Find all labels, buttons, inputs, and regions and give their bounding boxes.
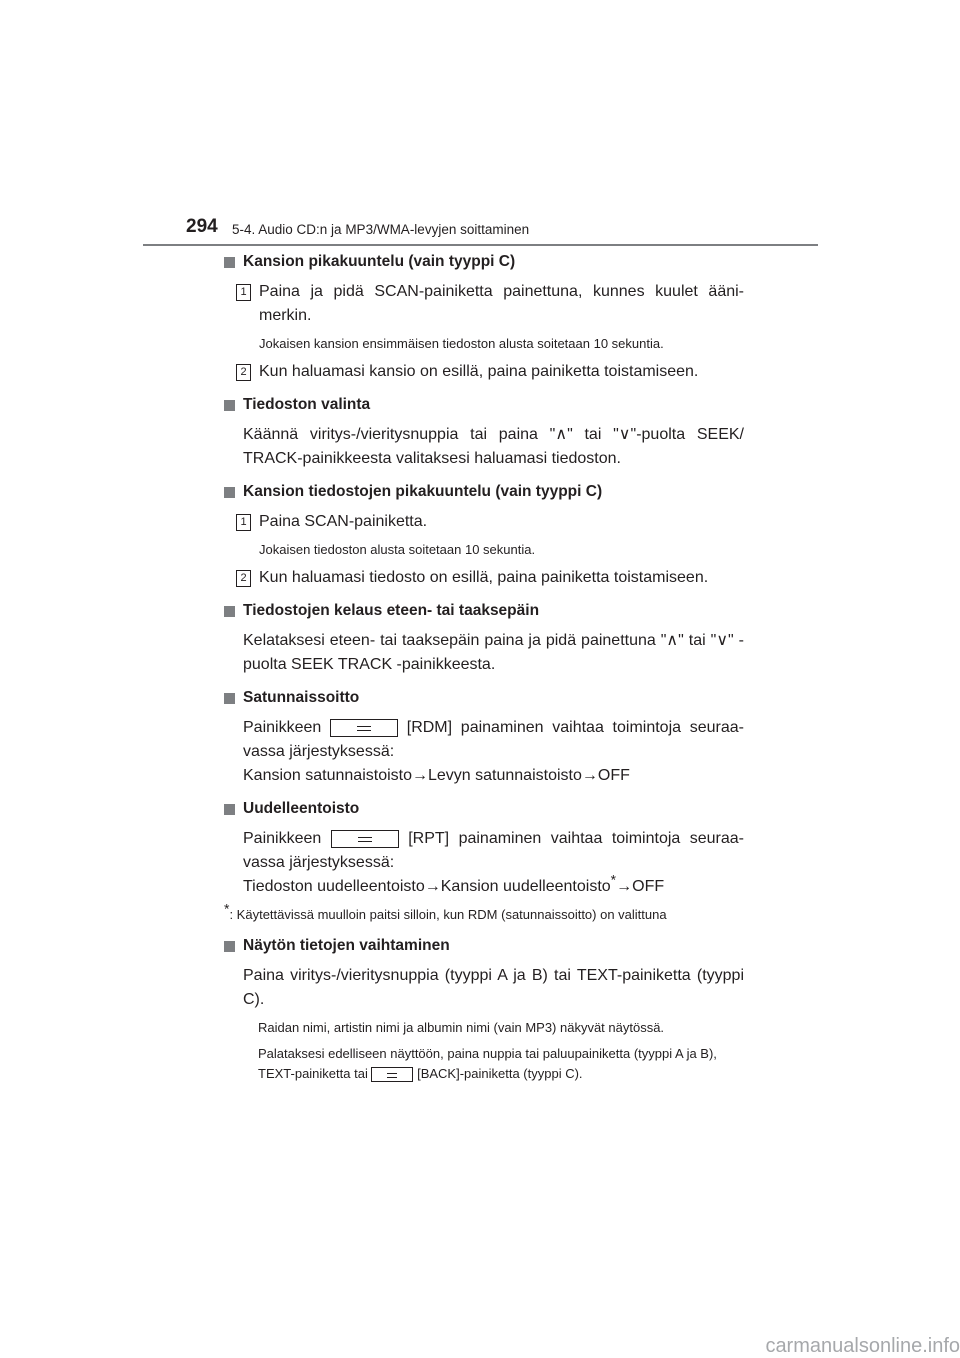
body-paragraph: Painikkeen [RPT] painaminen vaihtaa toimintoja seuraa-vassa järjestyksessä: <box>243 830 744 871</box>
square-bullet-icon <box>224 941 235 952</box>
step-number-badge: 2 <box>236 364 251 381</box>
section-heading: Tiedostojen kelaus eteen- tai taaksepäin <box>224 599 744 623</box>
section-heading: Uudelleentoisto <box>224 797 744 821</box>
sequence-text: Kansion satunnaistoisto→Levyn satunnaistoisto→OFF <box>243 767 630 784</box>
footnote: *: Käytettävissä muulloin paitsi silloin, kun RDM (satunnaissoitto) on valittuna <box>224 900 667 922</box>
square-bullet-icon <box>224 693 235 704</box>
step-text: Paina ja pidä SCAN-painiketta painettuna, kunnes kuulet ääni-merkin. <box>259 283 744 324</box>
body-paragraph: Painikkeen [RDM] painaminen vaihtaa toimintoja seuraa-vassa järjestyksessä: <box>243 719 745 760</box>
page-content <box>224 250 744 1084</box>
rdm-button-icon <box>330 719 398 737</box>
header-rule <box>143 244 818 246</box>
step-number-badge: 1 <box>236 514 251 531</box>
section-heading: Satunnaissoitto <box>224 686 744 710</box>
step-text: Paina SCAN-painiketta. <box>259 513 428 530</box>
rpt-button-icon <box>331 830 399 848</box>
step-text: Kun haluamasi tiedosto on esillä, paina painiketta toistamiseen. <box>259 569 709 586</box>
section-heading: Kansion tiedostojen pikakuuntelu (vain tyyppi C) <box>224 480 744 504</box>
step-1 <box>224 280 744 328</box>
body-paragraph: Paina viritys-/vieritysnuppia (tyyppi A ja B) tai TEXT-painiketta (tyyppi C). <box>243 967 744 1008</box>
page-number: 294 <box>186 216 218 237</box>
step-number-badge: 1 <box>236 284 251 301</box>
square-bullet-icon <box>224 400 235 411</box>
step-2 <box>224 566 744 590</box>
step-text: Kun haluamasi kansio on esillä, paina painiketta toistamiseen. <box>259 363 699 380</box>
square-bullet-icon <box>224 606 235 617</box>
watermark: carmanualsonline.info <box>765 1335 960 1357</box>
body-paragraph: Kelataksesi eteen- tai taaksepäin paina ja pidä painettuna "∧" tai "∨" -puolta SEEK TRACK -painikkeesta. <box>243 632 744 673</box>
back-button-icon <box>371 1067 413 1082</box>
section-heading: Kansion pikakuuntelu (vain tyyppi C) <box>224 250 744 274</box>
step-2 <box>224 360 744 384</box>
body-paragraph: Käännä viritys-/vieritysnuppia tai paina "∧" tai "∨"-puolta SEEK/ TRACK-painikkeesta valitaksesi haluamasi tiedoston. <box>243 426 744 467</box>
step-note: Jokaisen tiedoston alusta soitetaan 10 sekuntia. <box>259 542 536 557</box>
running-head: 5-4. Audio CD:n ja MP3/WMA-levyjen soittaminen <box>232 222 530 237</box>
sequence-text: Tiedoston uudelleentoisto→Kansion uudelleentoisto*→OFF <box>243 871 665 895</box>
step-note: Jokaisen kansion ensimmäisen tiedoston alusta soitetaan 10 sekuntia. <box>259 336 664 351</box>
step-1 <box>224 510 744 534</box>
section-heading: Näytön tietojen vaihtaminen <box>224 934 744 958</box>
step-number-badge: 2 <box>236 570 251 587</box>
square-bullet-icon <box>224 257 235 268</box>
section-heading: Tiedoston valinta <box>224 393 744 417</box>
note: Palataksesi edelliseen näyttöön, paina nuppia tai paluupainiketta (tyyppi A ja B), TEXT-painiketta tai [BACK]-painiketta (tyyppi C). <box>258 1046 717 1081</box>
asterisk-mark: * <box>610 871 617 888</box>
square-bullet-icon <box>224 487 235 498</box>
square-bullet-icon <box>224 804 235 815</box>
note: Raidan nimi, artistin nimi ja albumin nimi (vain MP3) näkyvät näytössä. <box>258 1020 665 1035</box>
